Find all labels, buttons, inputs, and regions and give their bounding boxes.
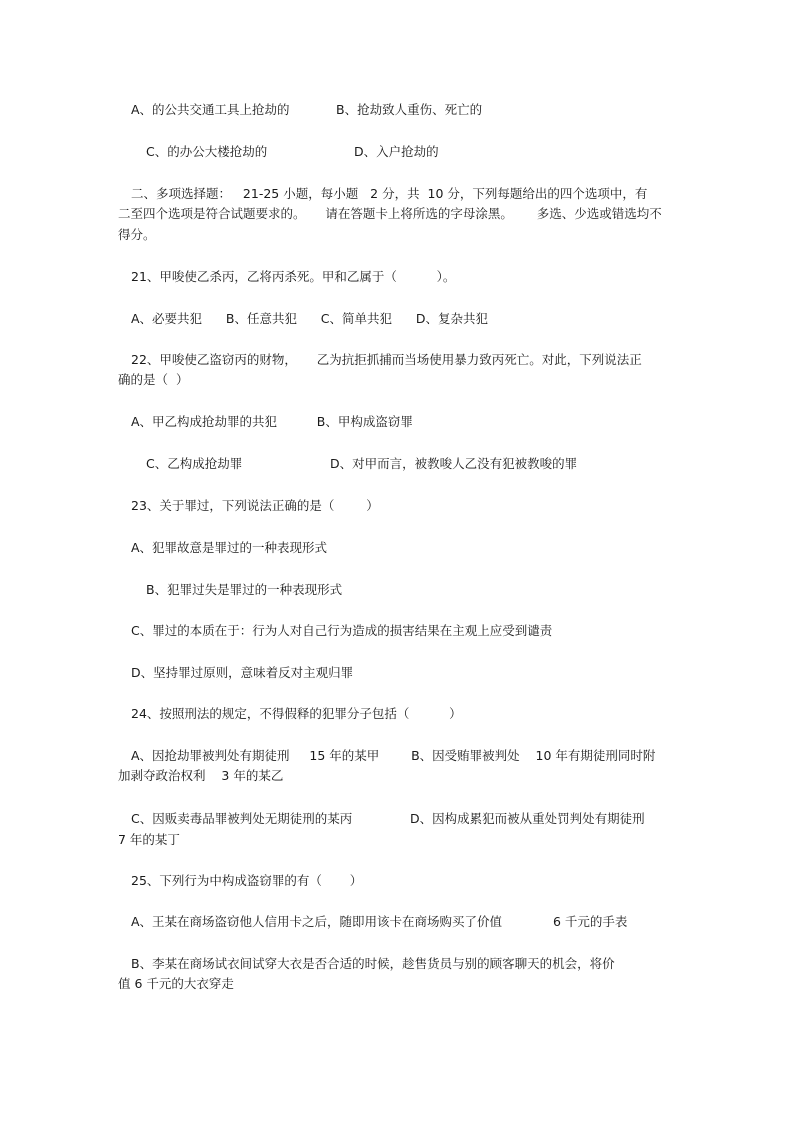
section-heading-line-2: 二至四个选项是符合试题要求的。 请在答题卡上将所选的字母涂黑。 多选、少选或错选均不 [118,206,662,221]
q24-option-d: D、因构成累犯而被从重处罚判处有期徒刑 [410,811,645,826]
q20-option-a: A、的公共交通工具上抢劫的 [131,102,290,117]
q24-stem: 24、按照刑法的规定，不得假释的犯罪分子包括（ ） [131,706,462,721]
q25-option-b-line-2: 值 6 千元的大衣穿走 [118,976,234,991]
q22-option-d: D、对甲而言，被教唆人乙没有犯被教唆的罪 [330,456,578,471]
q20-option-d: D、入户抢劫的 [354,144,439,159]
q24-options-ab-line-1: A、因抢劫罪被判处有期徒刑 15 年的某甲 B、因受贿罪被判处 10 年有期徒刑同时附 [131,748,656,763]
q24-option-c: C、因贩卖毒品罪被判处无期徒刑的某丙 [131,811,353,826]
q21-options: A、必要共犯 B、任意共犯 C、简单共犯 D、复杂共犯 [131,311,489,326]
q23-option-b: B、犯罪过失是罪过的一种表现形式 [146,582,343,597]
q22-option-c: C、乙构成抢劫罪 [146,456,243,471]
q25-option-a-cont: 6 千元的手表 [553,914,628,929]
q22-stem-line-2: 确的是（ ） [118,372,189,387]
section-heading-line-3: 得分。 [118,227,156,242]
q25-stem: 25、下列行为中构成盗窃罪的有（ ） [131,873,363,888]
q22-options-ab: A、甲乙构成抢劫罪的共犯 B、甲构成盗窃罪 [131,414,413,429]
q23-option-d: D、坚持罪过原则，意味着反对主观归罪 [131,665,354,680]
q23-option-c: C、罪过的本质在于：行为人对自己行为造成的损害结果在主观上应受到谴责 [131,623,553,638]
section-heading-line-1: 二、多项选择题： 21-25 小题，每小题 2 分，共 10 分，下列每题给出的四个选项中，有 [131,186,648,201]
q22-stem-line-1: 22、甲唆使乙盗窃丙的财物， 乙为抗拒抓捕而当场使用暴力致丙死亡。对此，下列说法正 [131,352,642,367]
q25-option-a: A、王某在商场盗窃他人信用卡之后，随即用该卡在商场购买了价值 [131,914,503,929]
q24-option-d-cont: 7 年的某丁 [118,832,180,847]
q23-option-a: A、犯罪故意是罪过的一种表现形式 [131,540,328,555]
q23-stem: 23、关于罪过，下列说法正确的是（ ） [131,498,379,513]
q20-option-c: C、的办公大楼抢劫的 [146,144,268,159]
q20-option-b: B、抢劫致人重伤、死亡的 [336,102,483,117]
q21-stem: 21、甲唆使乙杀丙，乙将丙杀死。甲和乙属于（ ）。 [131,269,456,284]
q24-options-ab-line-2: 加剥夺政治权利 3 年的某乙 [118,768,284,783]
q25-option-b-line-1: B、李某在商场试衣间试穿大衣是否合适的时候，趁售货员与别的顾客聊天的机会，将价 [131,956,615,971]
